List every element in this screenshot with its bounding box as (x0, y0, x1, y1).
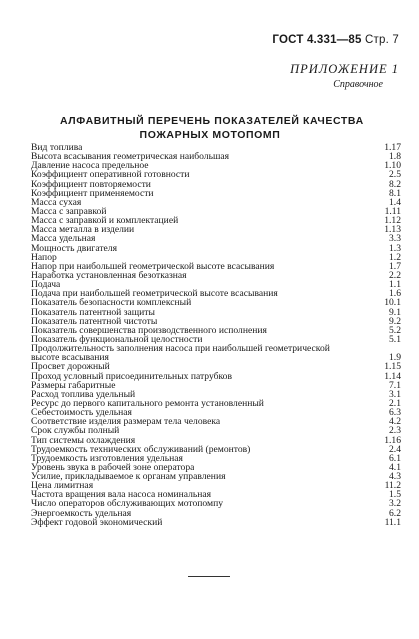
indicator-section-number: 1.6 (389, 288, 401, 300)
list-item (31, 381, 401, 390)
list-item (31, 216, 401, 225)
list-item (31, 426, 401, 435)
list-item (31, 362, 401, 371)
indicator-section-number: 1.5 (389, 489, 401, 501)
indicator-name: Себестоимость удельная (31, 408, 132, 418)
list-item (31, 152, 401, 161)
indicator-section-number: 1.14 (384, 370, 401, 382)
appendix-subtitle: Справочное (333, 79, 383, 90)
list-item (31, 189, 401, 198)
list-item (31, 499, 401, 508)
indicator-name: Проход условный присоединительных патрубков (31, 371, 233, 381)
indicator-section-number: 2.5 (389, 169, 401, 181)
indicator-section-number: 7.1 (389, 379, 401, 391)
list-item (31, 271, 401, 280)
indicator-section-number: 6.2 (389, 507, 401, 519)
indicator-name: Масса удельная (31, 234, 96, 244)
indicator-name: Коэффициент применяемости (31, 188, 154, 198)
list-item (31, 161, 401, 170)
indicator-section-number: 1.4 (389, 196, 401, 208)
list-item (31, 170, 401, 179)
indicator-name: Высота всасывания геометрическая наибольшая (31, 152, 230, 162)
indicator-section-number: 1.16 (384, 434, 401, 446)
indicator-section-number: 1.1 (389, 279, 401, 291)
indicator-section-number: 5.2 (389, 324, 401, 336)
indicator-name: Энергоемкость удельная (31, 508, 132, 518)
list-item (31, 262, 401, 271)
indicator-section-number: 4.3 (389, 471, 401, 483)
indicator-name: высоте всасывания (31, 353, 109, 363)
indicator-name: Срок службы полный (31, 426, 120, 436)
list-title-line-2: ПОЖАРНЫХ МОТОПОМП (139, 129, 281, 141)
list-item (31, 308, 401, 317)
indicator-section-number: 2.2 (389, 269, 401, 281)
indicator-name: Масса с заправкой (31, 206, 107, 217)
list-item (31, 143, 401, 152)
list-item (31, 234, 401, 243)
indicator-name: Подача (31, 280, 61, 290)
indicator-section-number: 2.1 (389, 397, 401, 409)
list-item (31, 509, 401, 518)
indicator-section-number: 1.8 (389, 151, 401, 163)
indicator-name: Напор (31, 252, 57, 262)
indicator-section-number: 1.3 (389, 242, 401, 254)
indicator-section-number: 6.3 (389, 407, 401, 419)
list-item (31, 180, 401, 189)
list-title-line-1: АЛФАВИТНЫЙ ПЕРЕЧЕНЬ ПОКАЗАТЕЛЕЙ КАЧЕСТВА (60, 115, 364, 127)
indicator-name: Давление насоса предельное (31, 161, 149, 171)
indicator-name: Наработка установленная безотказная (31, 270, 187, 281)
indicator-section-number: 1.13 (384, 224, 401, 236)
list-item (31, 280, 401, 289)
indicator-name: Расход топлива удельный (31, 389, 136, 399)
indicator-section-number: 3.1 (389, 388, 401, 400)
indicator-name: Усилие, прикладываемое к органам управления (31, 472, 226, 482)
indicator-section-number: 1.7 (389, 260, 401, 272)
indicator-section-number: 8.1 (389, 187, 401, 199)
indicator-name: Показатель патентной чистоты (31, 316, 158, 326)
indicator-section-number: 3.3 (389, 233, 401, 245)
indicator-name: Продолжительность заполнения насоса при наибольшей геометрической (31, 344, 330, 354)
list-item (31, 445, 401, 454)
indicator-section-number: 10.1 (384, 297, 401, 309)
indicator-section-number: 11.2 (384, 480, 401, 492)
indicator-name: Показатель функциональной целостности (31, 334, 203, 345)
indicator-list (31, 143, 401, 527)
list-item (31, 289, 401, 298)
list-item (31, 408, 401, 417)
indicator-name: Показатель совершенства производственного исполнения (31, 325, 267, 335)
indicator-name: Показатель патентной защиты (31, 307, 155, 317)
end-rule (188, 576, 230, 577)
indicator-name: Число операторов обслуживающих мотопомпу (31, 499, 224, 509)
indicator-name: Мощность двигателя (31, 243, 118, 253)
indicator-section-number: 5.1 (389, 333, 401, 345)
list-item (31, 353, 401, 362)
indicator-section-number: 4.1 (389, 461, 401, 473)
indicator-name: Просвет дорожный (31, 362, 110, 372)
indicator-section-number: 1.2 (389, 251, 401, 263)
indicator-name: Трудоемкость изготовления удельная (31, 453, 183, 463)
list-item (31, 390, 401, 399)
indicator-name: Масса металла в изделии (31, 225, 135, 235)
list-item (31, 481, 401, 490)
indicator-name: Цена лимитная (31, 481, 94, 491)
list-item (31, 399, 401, 408)
indicator-name: Ресурс до первого капитального ремонта установленный (31, 398, 264, 409)
indicator-name: Коэффициент оперативной готовности (31, 170, 190, 180)
indicator-name: Подача при наибольшей геометрической высоте всасывания (31, 289, 278, 299)
indicator-section-number: 1.15 (384, 361, 401, 373)
list-item (31, 225, 401, 234)
list-item (31, 244, 401, 253)
indicator-section-number: 11.1 (384, 516, 401, 528)
indicator-section-number: 9.2 (389, 315, 401, 327)
list-item (31, 454, 401, 463)
indicator-name: Напор при наибольшей геометрической высоте всасывания (31, 261, 275, 271)
indicator-name: Показатель безопасности комплексный (31, 298, 192, 308)
indicator-section-number: 8.2 (389, 178, 401, 190)
indicator-name: Масса сухая (31, 197, 82, 207)
list-item (31, 436, 401, 445)
indicator-name: Тип системы охлаждения (31, 435, 136, 445)
list-item (31, 326, 401, 335)
indicator-name: Соответствие изделия размерам тела человека (31, 417, 221, 427)
indicator-name: Масса с заправкой и комплектацией (31, 216, 179, 226)
list-item (31, 490, 401, 499)
indicator-section-number: 2.4 (389, 443, 401, 455)
indicator-name: Частота вращения вала насоса номинальная (31, 490, 212, 500)
indicator-section-number: 1.12 (384, 215, 401, 227)
indicator-section-number: 3.2 (389, 498, 401, 510)
indicator-name: Коэффициент повторяемости (31, 179, 151, 189)
indicator-section-number: 1.17 (384, 142, 401, 153)
indicator-name: Эффект годовой экономический (31, 517, 163, 527)
list-item (31, 253, 401, 262)
indicator-section-number: 6.1 (389, 452, 401, 464)
indicator-section-number: 1.9 (389, 352, 401, 364)
indicator-section-number: 4.2 (389, 416, 401, 428)
page-number: Стр. 7 (365, 34, 399, 46)
indicator-name: Уровень звука в рабочей зоне оператора (31, 462, 195, 473)
list-item (31, 372, 401, 381)
list-item (31, 463, 401, 472)
list-item (31, 207, 401, 216)
indicator-name: Размеры габаритные (31, 380, 116, 390)
indicator-name: Трудоемкость технических обслуживаний (ремонтов) (31, 444, 251, 454)
indicator-section-number: 1.11 (384, 205, 401, 217)
indicator-name: Вид топлива (31, 143, 83, 153)
list-item (31, 417, 401, 426)
list-item (31, 518, 401, 527)
page-header (272, 34, 399, 46)
appendix-title: ПРИЛОЖЕНИЕ 1 (290, 62, 399, 76)
list-item (31, 335, 401, 344)
list-item (31, 298, 401, 307)
indicator-section-number: 1.10 (384, 160, 401, 172)
standard-number: ГОСТ 4.331—85 (272, 34, 362, 46)
indicator-section-number: 9.1 (389, 306, 401, 318)
indicator-section-number: 2.3 (389, 425, 401, 437)
list-item (31, 344, 401, 353)
list-item (31, 472, 401, 481)
list-item (31, 317, 401, 326)
list-item (31, 198, 401, 207)
